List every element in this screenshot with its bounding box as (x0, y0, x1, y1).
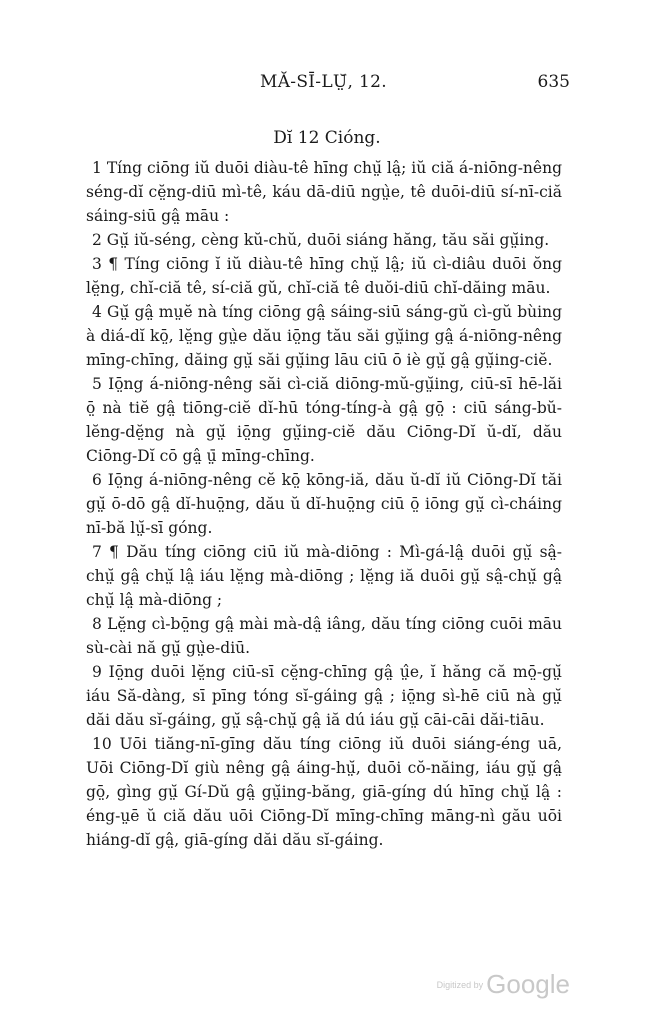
running-head (95, 72, 570, 96)
verse-7: 7 ¶ Dău tíng ciōng ciū iŭ mà-diōng : Mì-gá-lâ̤ duōi gṳ̆ sâ̤-chṳ̆ gâ̤ chṳ̆ lâ̤ iáu lĕ̤ng mà-diōng ; lĕ̤ng iă duōi gṳ̆ sâ̤-chṳ̆ gâ̤ chṳ̆ lâ̤ mà-diōng ; (86, 543, 562, 609)
page-number: 635 (537, 72, 570, 92)
verse-10: 10 Uōi tiăng-nī-gīng dău tíng ciōng iŭ duōi siáng-éng uā, Uōi Ciōng-Dĭ giù nêng gâ̤ áing-hṳ̆, duōi cŏ-năing, iáu gṳ̆ gâ̤ gō̤, gìng gṳ̆ Gí-Dŭ gâ̤ gṳ̆ing-băng, giā-gíng dú hīng chṳ̆ lâ̤ : éng-ṳē ŭ ciă dău uōi Ciōng-Dĭ mīng-chīng māng-nì gău uōi hiáng-dĭ gâ̤, giā-gíng dăi dău sĭ-gáing. (86, 735, 562, 849)
chapter-heading: Dĭ 12 Cióng. (273, 128, 381, 148)
verse-6: 6 Iō̤ng á-niōng-nêng cĕ kō̤ kōng-iă, dău ŭ-dĭ iŭ Ciōng-Dĭ tăi gṳ̆ ō-dō gâ̤ dĭ-huō̤ng, dău ŭ dĭ-huō̤ng ciū ō̤ iōng gṳ̆ cì-cháing nī-bă lṳ̆-sī góng. (86, 471, 562, 537)
verse-8: 8 Lĕ̤ng cì-bō̤ng gâ̤ mài mà-dâ̤ iâng, dău tíng ciōng cuōi māu sù-cài nă gṳ̆ gṳ̀e-diū. (86, 615, 562, 657)
verse-3: 3 ¶ Tíng ciōng ĭ iŭ diàu-tê hīng chṳ̆ lâ̤; iŭ cì-diâu duōi ŏng lĕ̤ng, chĭ-ciă tê, sí-ciă gŭ, chĭ-ciă tê duŏi-diū chĭ-dăing māu. (86, 255, 562, 297)
running-title: MĂ-SĪ-LṲ̆, 12. (260, 72, 387, 92)
verse-1: 1 Tíng ciōng iŭ duōi diàu-tê hīng chṳ̆ lâ̤; iŭ ciă á-niōng-nêng séng-dĭ cĕ̤ng-diū mì-tê, káu dā-diū ngṳ̀e, tê duōi-diū sí-nī-ciă sáing-siū gâ̤ māu : (86, 159, 562, 225)
verse-list (86, 156, 562, 852)
verse-9: 9 Iō̤ng duōi lĕ̤ng ciū-sī cĕ̤ng-chīng gâ̤ ṳ̂e, ĭ hăng că mō̤-gṳ̆ iáu Să-dàng, sī pīng tóng sĭ-gáing gâ̤ ; iō̤ng sì-hē ciū nà gṳ̆ dăi dău sĭ-gáing, gṳ̆ sâ̤-chṳ̆ gâ̤ iă dú iáu gṳ̆ cāi-cāi dăi-tiāu. (86, 663, 562, 729)
verse-4: 4 Gṳ̆ gâ̤ mṳĕ nà tíng ciōng gâ̤ sáing-siū sáng-gŭ cì-gŭ bùing à diá-dĭ kō̤, lĕ̤ng gṳ̀e dău iō̤ng tău săi gṳ̆ing gâ̤ á-niōng-nêng mīng-chīng, dăing gṳ̆ săi gṳ̆ing lāu ciū ō iè gṳ̆ gâ̤ gṳ̆ing-ciĕ. (86, 303, 562, 369)
watermark-prefix: Digitized by (436, 979, 484, 990)
verse-2: 2 Gṳ̆ iŭ-séng, cèng kŭ-chŭ, duōi siáng hăng, tău săi gṳ̆ing. (92, 231, 550, 249)
google-watermark (437, 969, 570, 1000)
watermark-brand: Google (486, 969, 570, 999)
verse-5: 5 Iō̤ng á-niōng-nêng săi cì-ciă diōng-mŭ-gṳ̆ing, ciū-sī hē-lăi ō̤ nà tiĕ gâ̤ tiōng-ciĕ dĭ-hū tóng-tíng-à gâ̤ gō̤ : ciū sáng-bŭ-lĕng-dĕ̤ng nà gṳ̆ iō̤ng gṳ̆ing-ciĕ dău Ciōng-Dĭ ŭ-dĭ, dău Ciōng-Dĭ cō gâ̤ ṳ̄ mīng-chīng. (86, 375, 562, 465)
